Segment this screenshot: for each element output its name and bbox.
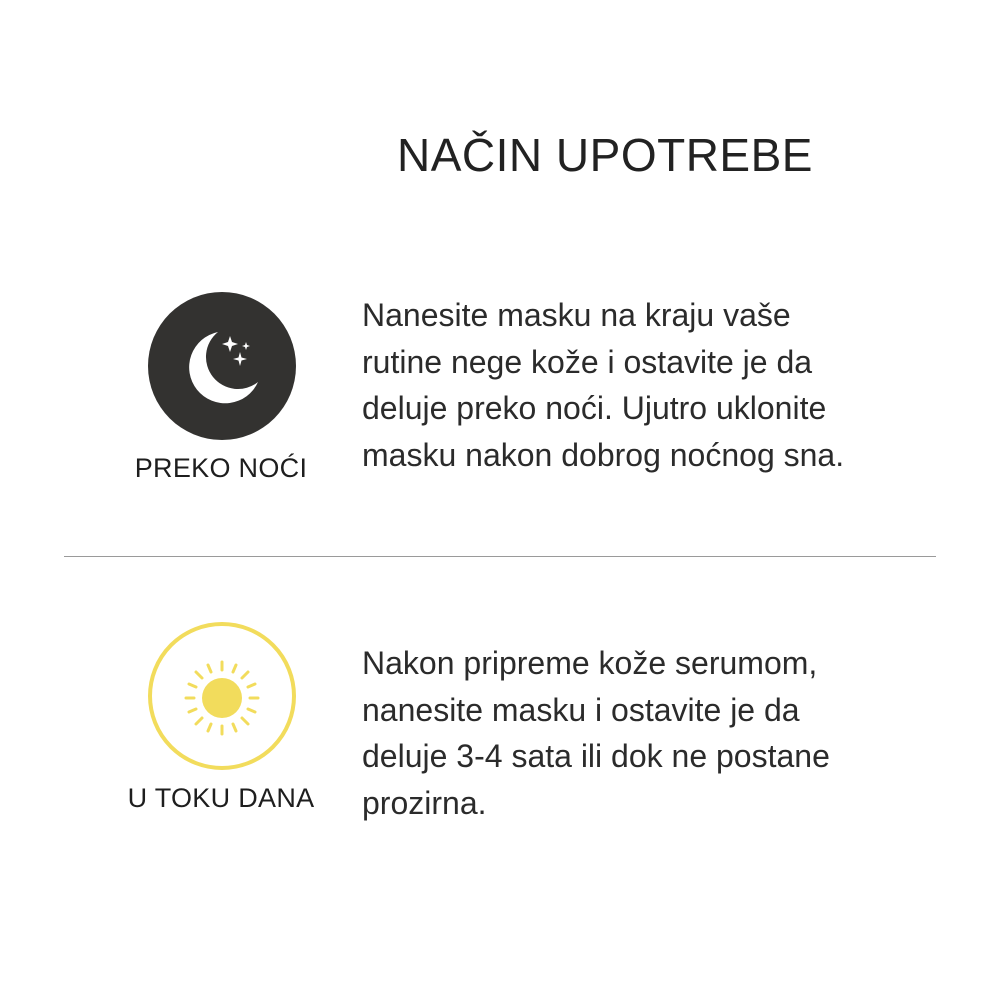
moon-stars-icon <box>146 290 298 442</box>
daytime-description: Nakon pripreme kože serumom, nanesite masku i ostavite je da deluje 3-4 sata ili dok ne postane prozirna. <box>362 645 830 821</box>
overnight-label: PREKO NOĆI <box>134 453 308 483</box>
overnight-description: Nanesite masku na kraju vaše rutine nege kože i ostavite je da deluje preko noći. Ujutro uklonite masku nakon dobrog noćnog sna. <box>362 297 845 473</box>
daytime-label: U TOKU DANA <box>127 783 315 813</box>
sun-icon <box>146 620 298 772</box>
section-divider <box>64 556 936 557</box>
page-title: NAČIN UPOTREBE <box>397 129 813 181</box>
